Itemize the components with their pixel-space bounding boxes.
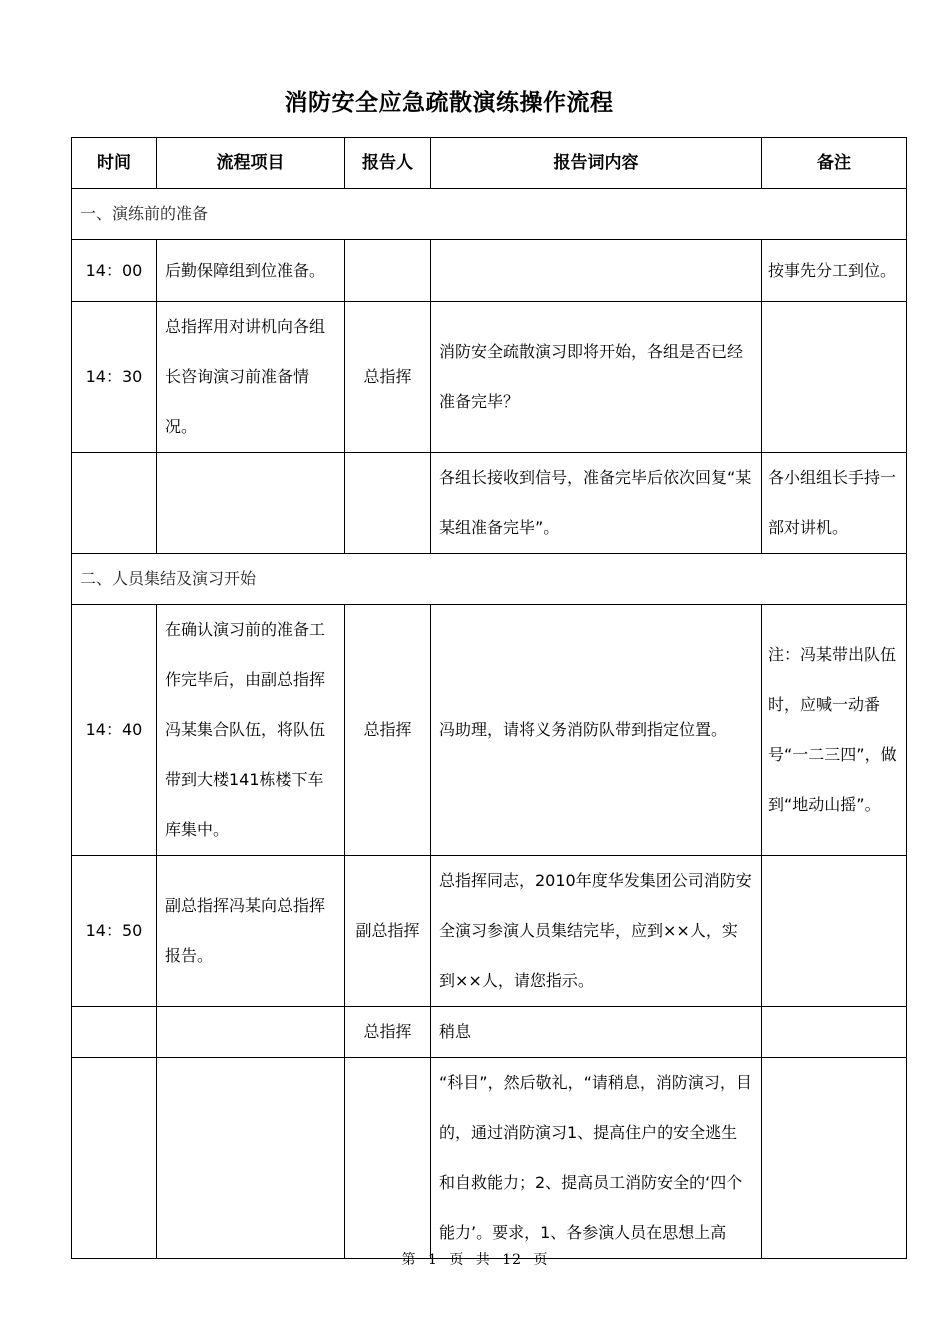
footer-page-label: 页 (449, 1252, 465, 1268)
cell-reporter (345, 453, 431, 554)
table-row (72, 1058, 907, 1259)
cell-item (157, 605, 345, 856)
cell-note (762, 605, 907, 856)
cell-content-text: 各组长接收到信号，准备完毕后依次回复“某某组准备完毕”。 (439, 468, 752, 537)
cell-item (157, 302, 345, 453)
header-item: 流程项目 (157, 138, 345, 189)
cell-content (431, 856, 762, 1007)
header-reporter: 报告人 (345, 138, 431, 189)
footer-total-label: 页 (533, 1252, 549, 1268)
cell-note (762, 453, 907, 554)
cell-reporter: 总指挥 (345, 302, 431, 453)
cell-time: 14：50 (72, 856, 157, 1007)
header-note: 备注 (762, 138, 907, 189)
cell-item (157, 1058, 345, 1259)
table-row (72, 453, 907, 554)
table-row (72, 856, 907, 1007)
cell-reporter (345, 1058, 431, 1259)
cell-content-text: 消防安全疏散演习即将开始，各组是否已经准备完毕？ (439, 342, 744, 411)
cell-content (431, 302, 762, 453)
cell-content (431, 240, 762, 302)
cell-content: 稍息 (431, 1007, 762, 1058)
section-row (72, 189, 907, 240)
cell-reporter: 副总指挥 (345, 856, 431, 1007)
footer-total-label: 共 (475, 1252, 491, 1268)
table-row (72, 302, 907, 453)
procedure-table (71, 137, 907, 1259)
cell-reporter: 总指挥 (345, 1007, 431, 1058)
cell-time: 14：40 (72, 605, 157, 856)
cell-content (431, 453, 762, 554)
table-row (72, 1007, 907, 1058)
header-content: 报告词内容 (431, 138, 762, 189)
cell-time: 14：00 (72, 240, 157, 302)
cell-note (762, 856, 907, 1007)
cell-note-text: 各小组组长手持一部对讲机。 (768, 468, 897, 537)
cell-time (72, 1058, 157, 1259)
cell-time (72, 453, 157, 554)
section-title: 一、演练前的准备 (72, 189, 907, 240)
footer-page-number: 1 (427, 1252, 438, 1268)
cell-item-text: 副总指挥冯某向总指挥报告。 (165, 896, 326, 965)
section-title: 二、人员集结及演习开始 (72, 554, 907, 605)
cell-content-text: “科目”，然后敬礼，“请稍息，消防演习，目的，通过消防演习1、提高住户的安全逃生和自救能力；2、提高员工消防安全的‘四个能力’。要求，1、各参演人员在思想上高 (439, 1073, 752, 1242)
cell-item (157, 1007, 345, 1058)
cell-content (431, 605, 762, 856)
footer-total-pages: 12 (502, 1252, 523, 1268)
section-row (72, 554, 907, 605)
cell-reporter (345, 240, 431, 302)
cell-note: 按事先分工到位。 (762, 240, 907, 302)
cell-item: 后勤保障组到位准备。 (157, 240, 345, 302)
table-header-row (72, 138, 907, 189)
page-footer (0, 1249, 950, 1269)
cell-content-text: 冯助理，请将义务消防队带到指定位置。 (439, 720, 728, 739)
cell-time (72, 1007, 157, 1058)
cell-content (431, 1058, 762, 1259)
cell-note (762, 1058, 907, 1259)
cell-content-text: 总指挥同志，2010年度华发集团公司消防安全演习参演人员集结完毕，应到××人，实到××人，请您指示。 (439, 871, 752, 990)
cell-item (157, 453, 345, 554)
cell-note-text: 注：冯某带出队伍时，应喊一动番号“一二三四”，做到“地动山摇”。 (768, 645, 897, 814)
document-title: 消防安全应急疏散演练操作流程 (284, 90, 614, 116)
cell-item-text: 总指挥用对讲机向各组长咨询演习前准备情况。 (165, 317, 326, 436)
footer-page-label: 第 (401, 1252, 417, 1268)
cell-time: 14：30 (72, 302, 157, 453)
header-time: 时间 (72, 138, 157, 189)
cell-reporter: 总指挥 (345, 605, 431, 856)
cell-note (762, 1007, 907, 1058)
table-row (72, 240, 907, 302)
cell-item-text: 在确认演习前的准备工作完毕后，由副总指挥冯某集合队伍，将队伍带到大楼141栋楼下车库集中。 (165, 620, 326, 839)
cell-note (762, 302, 907, 453)
cell-item (157, 856, 345, 1007)
table-row (72, 605, 907, 856)
